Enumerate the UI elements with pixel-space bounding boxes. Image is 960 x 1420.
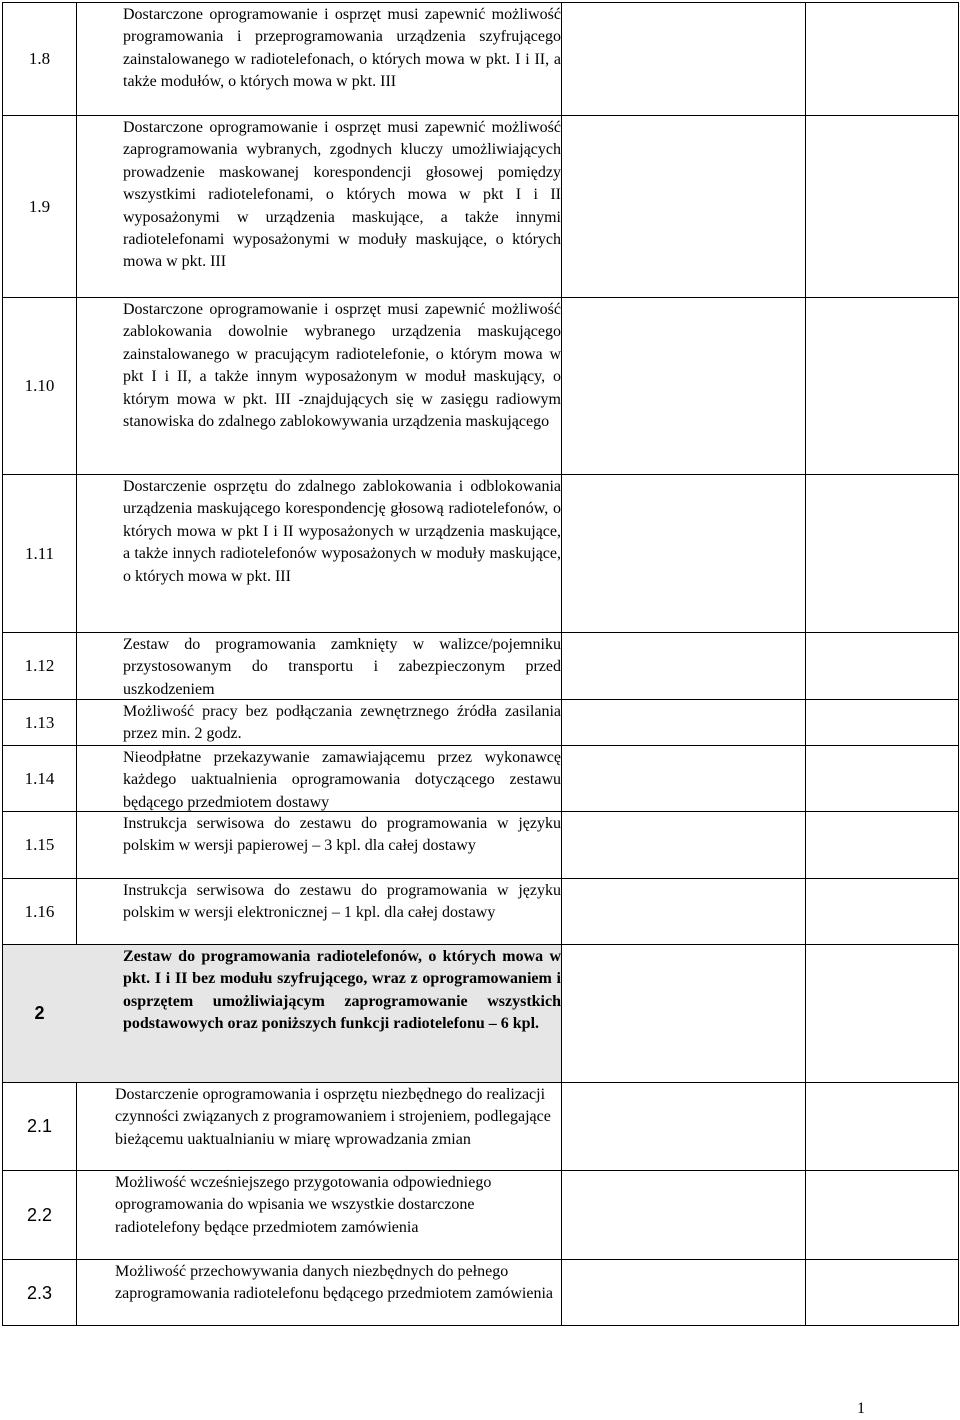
specification-table: [2, 2, 959, 1326]
table-row: [2, 878, 958, 944]
section-description: Zestaw do programowania radiotelefonów, o których mowa w pkt. I i II bez modułu szyfrującego, wraz z oprogramowaniem i osprzętem umożliwiającym zaprogramowanie wszystkich podstawowych oraz poniższych funkcji radiotelefonu – 6 kpl.: [123, 948, 561, 1033]
row-number: 1.10: [2, 298, 77, 474]
table-row: [2, 1170, 958, 1259]
empty-cell: [562, 1171, 806, 1259]
empty-cell: [806, 945, 958, 1082]
empty-cell: [806, 746, 958, 811]
section-number: 2: [2, 945, 77, 1082]
row-description: Dostarczone oprogramowanie i osprzęt musi zapewnić możliwość zablokowania dowolnie wybranego urządzenia maskującego zainstalowanego w pracującym radiotelefonie, o którym mowa w pkt I i II, a także innym wyposażonym w moduł maskujący, o którym mowa w pkt. III -znajdujących się w zasięgu radiowym stanowiska do zdalnego zablokowywania urządzenia maskującego: [123, 301, 561, 431]
empty-cell: [562, 1260, 806, 1326]
empty-cell: [806, 475, 958, 632]
empty-cell: [562, 3, 806, 115]
row-number: 2.2: [2, 1171, 77, 1259]
table-row: [2, 811, 958, 878]
row-description: Możliwość pracy bez podłączania zewnętrznego źródła zasilania przez min. 2 godz.: [123, 703, 561, 743]
empty-cell: [562, 945, 806, 1082]
table-row: [2, 115, 958, 297]
table-row: [2, 1082, 958, 1170]
empty-cell: [562, 475, 806, 632]
empty-cell: [562, 812, 806, 878]
empty-cell: [806, 116, 958, 297]
empty-cell: [562, 879, 806, 944]
row-description: Instrukcja serwisowa do zestawu do programowania w języku polskim w wersji papierowej – 3 kpl. dla całej dostawy: [123, 815, 561, 855]
row-description: Dostarczone oprogramowanie i osprzęt musi zapewnić możliwość zaprogramowania wybranych, zgodnych kluczy umożliwiających prowadzenie maskowanej korespondencji głosowej pomiędzy wszystkimi radiotelefonami, o których mowa w pkt I i II wyposażonymi w urządzenia maskujące, a także innymi radiotelefonami wyposażonymi w moduły maskujące, o których mowa w pkt. III: [123, 119, 561, 271]
empty-cell: [806, 1083, 958, 1170]
row-description: Możliwość wcześniejszego przygotowania odpowiedniego oprogramowania do wpisania we wszystkie dostarczone radiotelefony będące przedmiotem zamówienia: [115, 1174, 492, 1236]
table-row: [2, 2, 958, 115]
page-number: 1: [857, 1400, 865, 1417]
empty-cell: [562, 633, 806, 699]
empty-cell: [806, 1171, 958, 1259]
empty-cell: [562, 700, 806, 745]
empty-cell: [806, 633, 958, 699]
row-number: 1.11: [2, 475, 77, 632]
empty-cell: [806, 879, 958, 944]
row-number: 1.12: [2, 633, 77, 699]
row-number: 1.8: [2, 3, 77, 115]
empty-cell: [806, 700, 958, 745]
row-description: Nieodpłatne przekazywanie zamawiającemu przez wykonawcę każdego uaktualnienia oprogramowania dotyczącego zestawu będącego przedmiotem dostawy: [123, 749, 561, 811]
table-row: [2, 474, 958, 632]
table-row: [2, 699, 958, 745]
table-row: [2, 1259, 958, 1326]
table-row: [2, 632, 958, 699]
row-description: Instrukcja serwisowa do zestawu do programowania w języku polskim w wersji elektronicznej – 1 kpl. dla całej dostawy: [123, 882, 561, 922]
empty-cell: [806, 812, 958, 878]
empty-cell: [806, 3, 958, 115]
table-row: [2, 745, 958, 811]
row-number: 1.13: [2, 700, 77, 745]
row-description: Dostarczenie osprzętu do zdalnego zablokowania i odblokowania urządzenia maskującego korespondencję głosową radiotelefonów, o których mowa w pkt I i II wyposażonych w urządzenia maskujące, a także innych radiotelefonów wyposażonych w moduły maskujące, o których mowa w pkt. III: [123, 478, 561, 585]
table-row: [2, 297, 958, 474]
empty-cell: [562, 298, 806, 474]
row-description: Zestaw do programowania zamknięty w walizce/pojemniku przystosowanym do transportu i zabezpieczonym przed uszkodzeniem: [123, 636, 561, 698]
row-description: Dostarczenie oprogramowania i osprzętu niezbędnego do realizacji czynności związanych z programowaniem i strojeniem, podlegające bieżącemu uaktualnianiu w miarę wprowadzania zmian: [115, 1086, 551, 1148]
empty-cell: [562, 116, 806, 297]
empty-cell: [806, 1260, 958, 1326]
section-header-row: [2, 944, 958, 1082]
row-description: Dostarczone oprogramowanie i osprzęt musi zapewnić możliwość programowania i przeprogramowania urządzenia szyfrującego zainstalowanego w radiotelefonach, o których mowa w pkt. I i II, a także modułów, o których mowa w pkt. III: [123, 6, 561, 91]
row-number: 1.15: [2, 812, 77, 878]
row-number: 2.3: [2, 1260, 77, 1326]
empty-cell: [806, 298, 958, 474]
row-description: Możliwość przechowywania danych niezbędnych do pełnego zaprogramowania radiotelefonu będącego przedmiotem zamówienia: [115, 1263, 554, 1303]
row-number: 2.1: [2, 1083, 77, 1170]
row-number: 1.9: [2, 116, 77, 297]
row-number: 1.14: [2, 746, 77, 811]
row-number: 1.16: [2, 879, 77, 944]
empty-cell: [562, 746, 806, 811]
empty-cell: [562, 1083, 806, 1170]
